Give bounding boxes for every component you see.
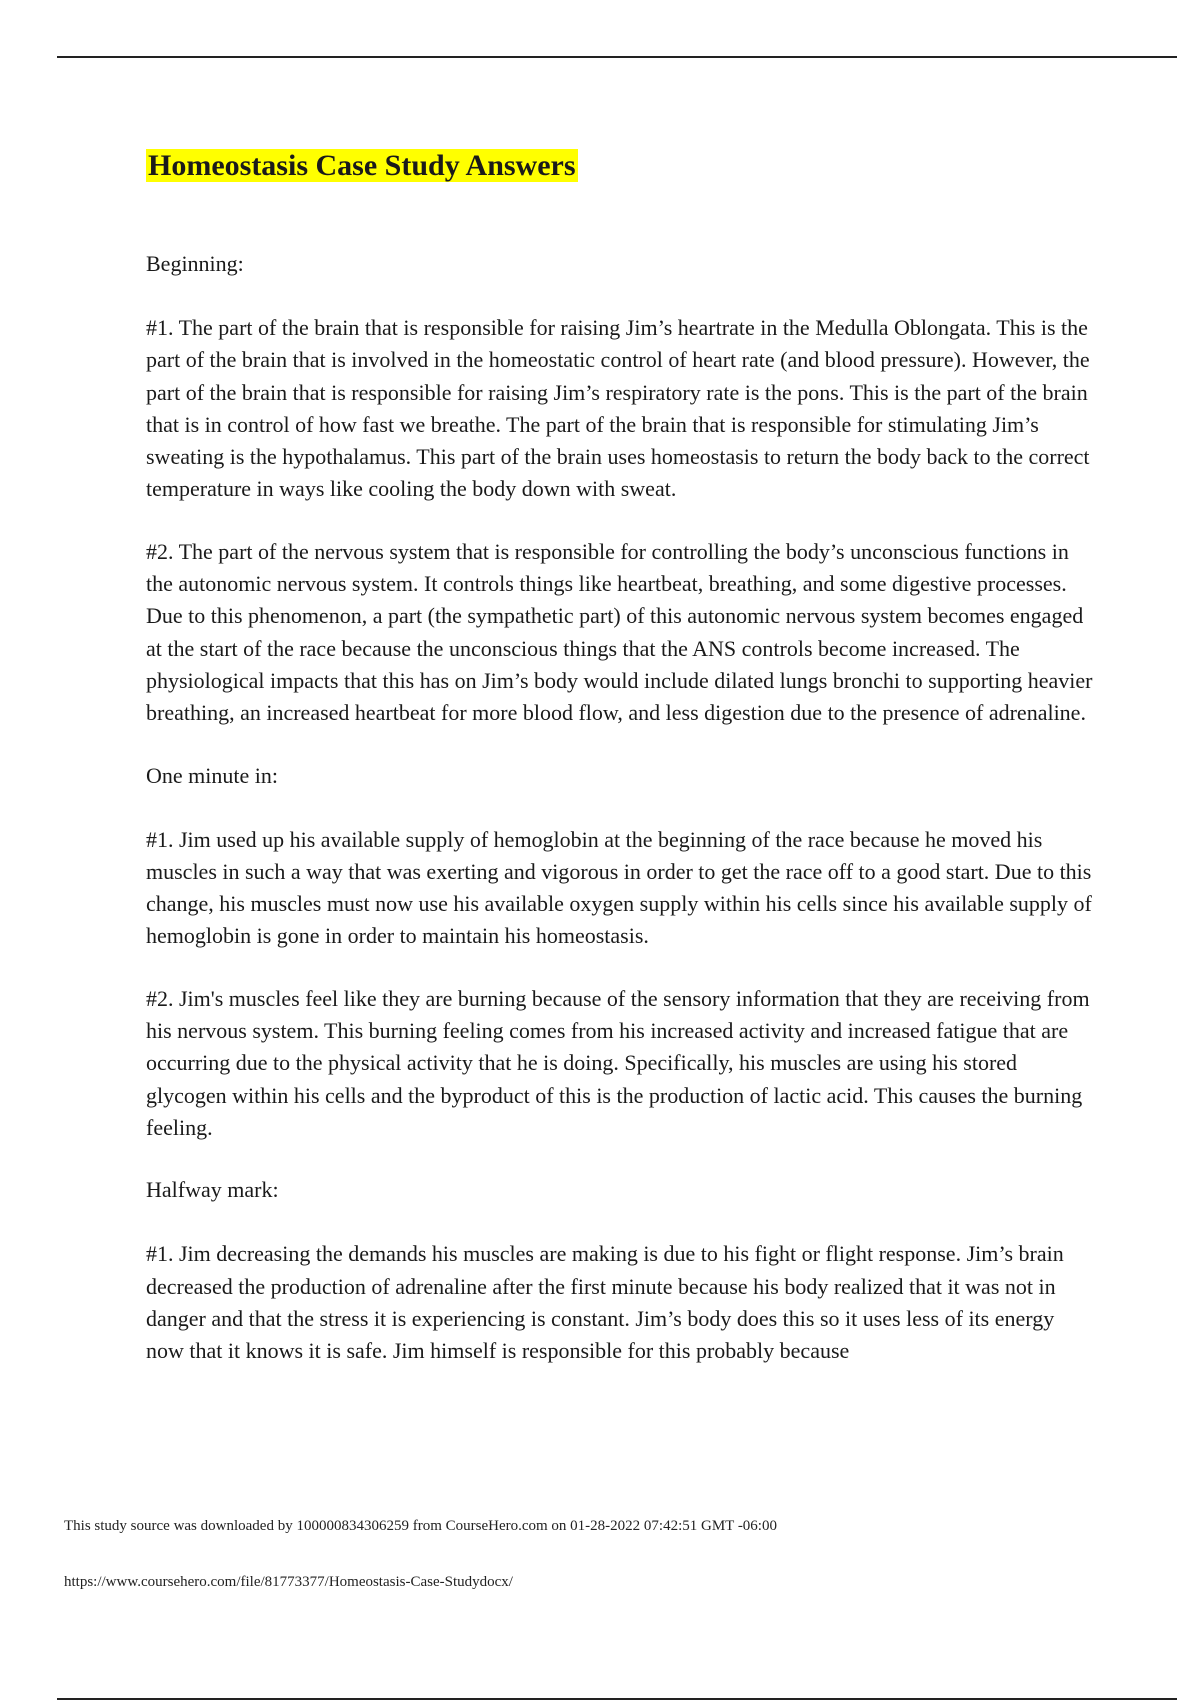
top-divider xyxy=(57,56,1177,58)
section-heading-beginning: Beginning: xyxy=(146,251,244,276)
title-highlight: Homeostasis Case Study Answers xyxy=(148,149,576,182)
paragraph-beginning-2: #2. The part of the nervous system that is responsible for controlling the body’s unconscious functions in the autonomic nervous system. It controls things like heartbeat, breathing, and some digestive processes. Due to this phenomenon, a part (the sympathetic part) of this autonomic nervous system becomes engaged at the start of the race because the unconscious things that the ANS controls become increased. The physiological impacts that this has on Jim’s body would include dilated lungs bronchi to supporting heavier breathing, an increased heartbeat for more blood flow, and less digestion due to the presence of adrenaline. xyxy=(146,538,1093,726)
download-source-note: This study source was downloaded by 100000834306259 from CourseHero.com on 01-28-2022 07:42:51 GMT -06:00 xyxy=(64,1518,777,1534)
section-heading-halfway: Halfway mark: xyxy=(146,1177,279,1203)
paragraph-beginning-1: #1. The part of the brain that is responsible for raising Jim’s heartrate in the Medulla Oblongata. This is the part of the brain that is involved in the homeostatic control of heart rate (and blood pressure). However, the part of the brain that is responsible for raising Jim’s respiratory rate is the pons. This is the part of the brain that is in control of how fast we breathe. The part of the brain that is responsible for stimulating Jim’s sweating is the hypothalamus. This part of the brain uses homeostasis to return the body back to the correct temperature in ways like cooling the body down with sweat. xyxy=(146,315,1090,502)
paragraph-halfway-1: #1. Jim decreasing the demands his muscles are making is due to his fight or flight response. Jim’s brain decreased the production of adrenaline after the first minute because his body realized that it was not in danger and that the stress it is experiencing is constant. Jim’s body does this so it uses less of its energy now that it knows it is safe. Jim himself is responsible for this probably because xyxy=(146,1241,1064,1364)
section-heading-one-minute: One minute in: xyxy=(146,762,278,788)
document-title xyxy=(146,146,1096,186)
paragraph-one-minute-1: #1. Jim used up his available supply of hemoglobin at the beginning of the race because he moved his muscles in such a way that was exerting and vigorous in order to get the race off to a good start. Due to this change, his muscles must now use his available oxygen supply within his cells since his available supply of hemoglobin is gone in order to maintain his homeostasis. xyxy=(146,826,1092,949)
document-body xyxy=(146,146,1096,1367)
source-url[interactable]: https://www.coursehero.com/file/81773377/Homeostasis-Case-Studydocx/ xyxy=(64,1574,513,1590)
paragraph-one-minute-2: #2. Jim's muscles feel like they are burning because of the sensory information that they are receiving from his nervous system. This burning feeling comes from his increased activity and increased fatigue that are occurring due to the physical activity that he is doing. Specifically, his muscles are using his stored glycogen within his cells and the byproduct of this is the production of lactic acid. This causes the burning feeling. xyxy=(146,985,1090,1140)
